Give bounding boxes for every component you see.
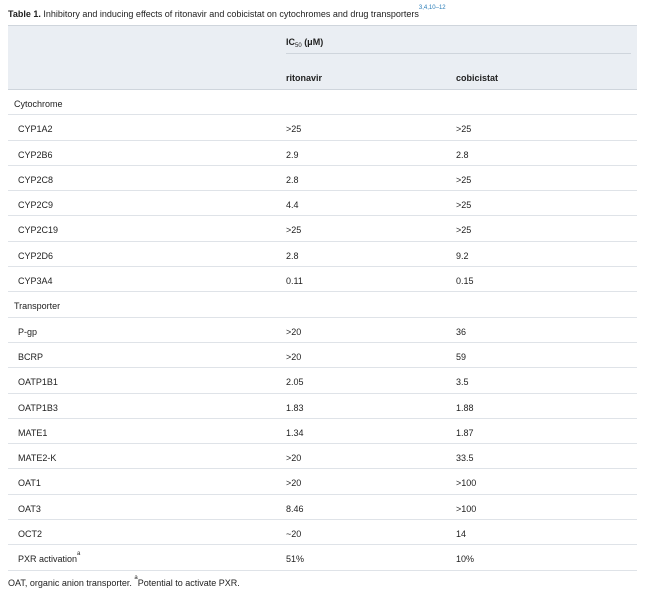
cell-cobicistat: 1.88 <box>456 402 474 413</box>
table-header <box>8 25 637 90</box>
cell-ritonavir: 8.46 <box>286 503 304 514</box>
cell-ritonavir: 2.8 <box>286 250 299 261</box>
row-label-wrap <box>18 551 81 565</box>
cell-cobicistat: >100 <box>456 478 477 489</box>
column-header-cobicistat: cobicistat <box>456 73 499 83</box>
cell-cobicistat: 59 <box>456 351 467 362</box>
table-row <box>8 343 637 368</box>
row-label: MATE1 <box>18 427 48 438</box>
cell-cobicistat: >25 <box>456 124 472 135</box>
column-header-ritonavir: ritonavir <box>286 73 323 83</box>
table-row <box>8 495 637 520</box>
ic50-header <box>286 37 323 47</box>
cell-ritonavir: 1.83 <box>286 402 304 413</box>
footnote-marker: a <box>134 575 138 581</box>
cell-cobicistat: >100 <box>456 503 477 514</box>
section-row <box>8 90 637 115</box>
row-label: OCT2 <box>18 529 43 540</box>
cell-cobicistat: >25 <box>456 225 472 236</box>
cell-ritonavir: >25 <box>286 124 302 135</box>
cell-ritonavir: >20 <box>286 453 302 464</box>
section-row <box>8 292 637 317</box>
footnote-text-a: Potential to activate PXR. <box>137 578 240 588</box>
cell-cobicistat: >25 <box>456 200 472 211</box>
row-label: CYP2C9 <box>18 200 54 211</box>
ic50-label: IC <box>286 37 295 47</box>
row-label: OATP1B3 <box>18 402 58 413</box>
cell-cobicistat: 0.15 <box>456 276 474 287</box>
cell-cobicistat: 10% <box>456 554 475 565</box>
table-row <box>8 368 637 393</box>
ic50-unit: (μM) <box>301 37 324 47</box>
row-label: OATP1B1 <box>18 377 58 388</box>
cell-cobicistat: 9.2 <box>456 250 469 261</box>
row-label: MATE2-K <box>18 453 57 464</box>
row-label: CYP1A2 <box>18 124 53 135</box>
reference-links[interactable]: 3,4,10–12 <box>418 5 446 11</box>
row-label: CYP2D6 <box>18 250 54 261</box>
section-label: Transporter <box>14 301 61 312</box>
cell-ritonavir: 2.05 <box>286 377 304 388</box>
table-row <box>8 394 637 419</box>
footnote-marker: a <box>77 551 81 558</box>
table-row <box>8 141 637 166</box>
table-row <box>8 444 637 469</box>
table-row <box>8 191 637 216</box>
ic50-subscript: 50 <box>295 43 302 49</box>
table-caption <box>8 5 446 19</box>
row-label: CYP2C19 <box>18 225 59 236</box>
cell-cobicistat: 3.5 <box>456 377 469 388</box>
table-row <box>8 115 637 140</box>
cell-cobicistat: 36 <box>456 326 467 337</box>
row-label: PXR activation <box>18 554 78 565</box>
cell-cobicistat: 14 <box>456 529 467 540</box>
cell-ritonavir: 2.8 <box>286 174 299 185</box>
table-row <box>8 166 637 191</box>
cell-cobicistat: 1.87 <box>456 427 474 438</box>
cell-ritonavir: ~20 <box>286 529 302 540</box>
cell-ritonavir: 4.4 <box>286 200 299 211</box>
cell-ritonavir: 2.9 <box>286 149 299 160</box>
table-footnote <box>8 575 240 588</box>
table-row <box>8 267 637 292</box>
table-body <box>8 90 637 571</box>
table-row <box>8 419 637 444</box>
table-row <box>8 469 637 494</box>
row-label: CYP2B6 <box>18 149 53 160</box>
row-label: CYP3A4 <box>18 276 53 287</box>
cell-cobicistat: 33.5 <box>456 453 474 464</box>
cell-ritonavir: >20 <box>286 326 302 337</box>
header-divider <box>286 53 631 54</box>
data-table <box>8 25 637 571</box>
section-label: Cytochrome <box>14 99 63 109</box>
cell-cobicistat: 2.8 <box>456 149 469 160</box>
table-row <box>8 242 637 267</box>
table-row <box>8 545 637 570</box>
cell-ritonavir: >20 <box>286 478 302 489</box>
cell-ritonavir: 1.34 <box>286 427 304 438</box>
cell-ritonavir: 0.11 <box>286 276 303 287</box>
table-row <box>8 520 637 545</box>
cell-ritonavir: 51% <box>286 554 305 565</box>
row-label: P-gp <box>18 326 38 337</box>
cell-ritonavir: >20 <box>286 351 302 362</box>
cell-cobicistat: >25 <box>456 174 472 185</box>
row-label: OAT1 <box>18 478 41 489</box>
table-row <box>8 216 637 241</box>
table-row <box>8 318 637 343</box>
cell-ritonavir: >25 <box>286 225 302 236</box>
table-title: Inhibitory and inducing effects of ritonavir and cobicistat on cytochromes and drug transporters <box>43 9 419 19</box>
table-label: Table 1. <box>8 9 41 19</box>
row-label: CYP2C8 <box>18 174 54 185</box>
footnote-text: OAT, organic anion transporter. <box>8 578 135 588</box>
row-label: BCRP <box>18 351 44 362</box>
row-label: OAT3 <box>18 503 41 514</box>
